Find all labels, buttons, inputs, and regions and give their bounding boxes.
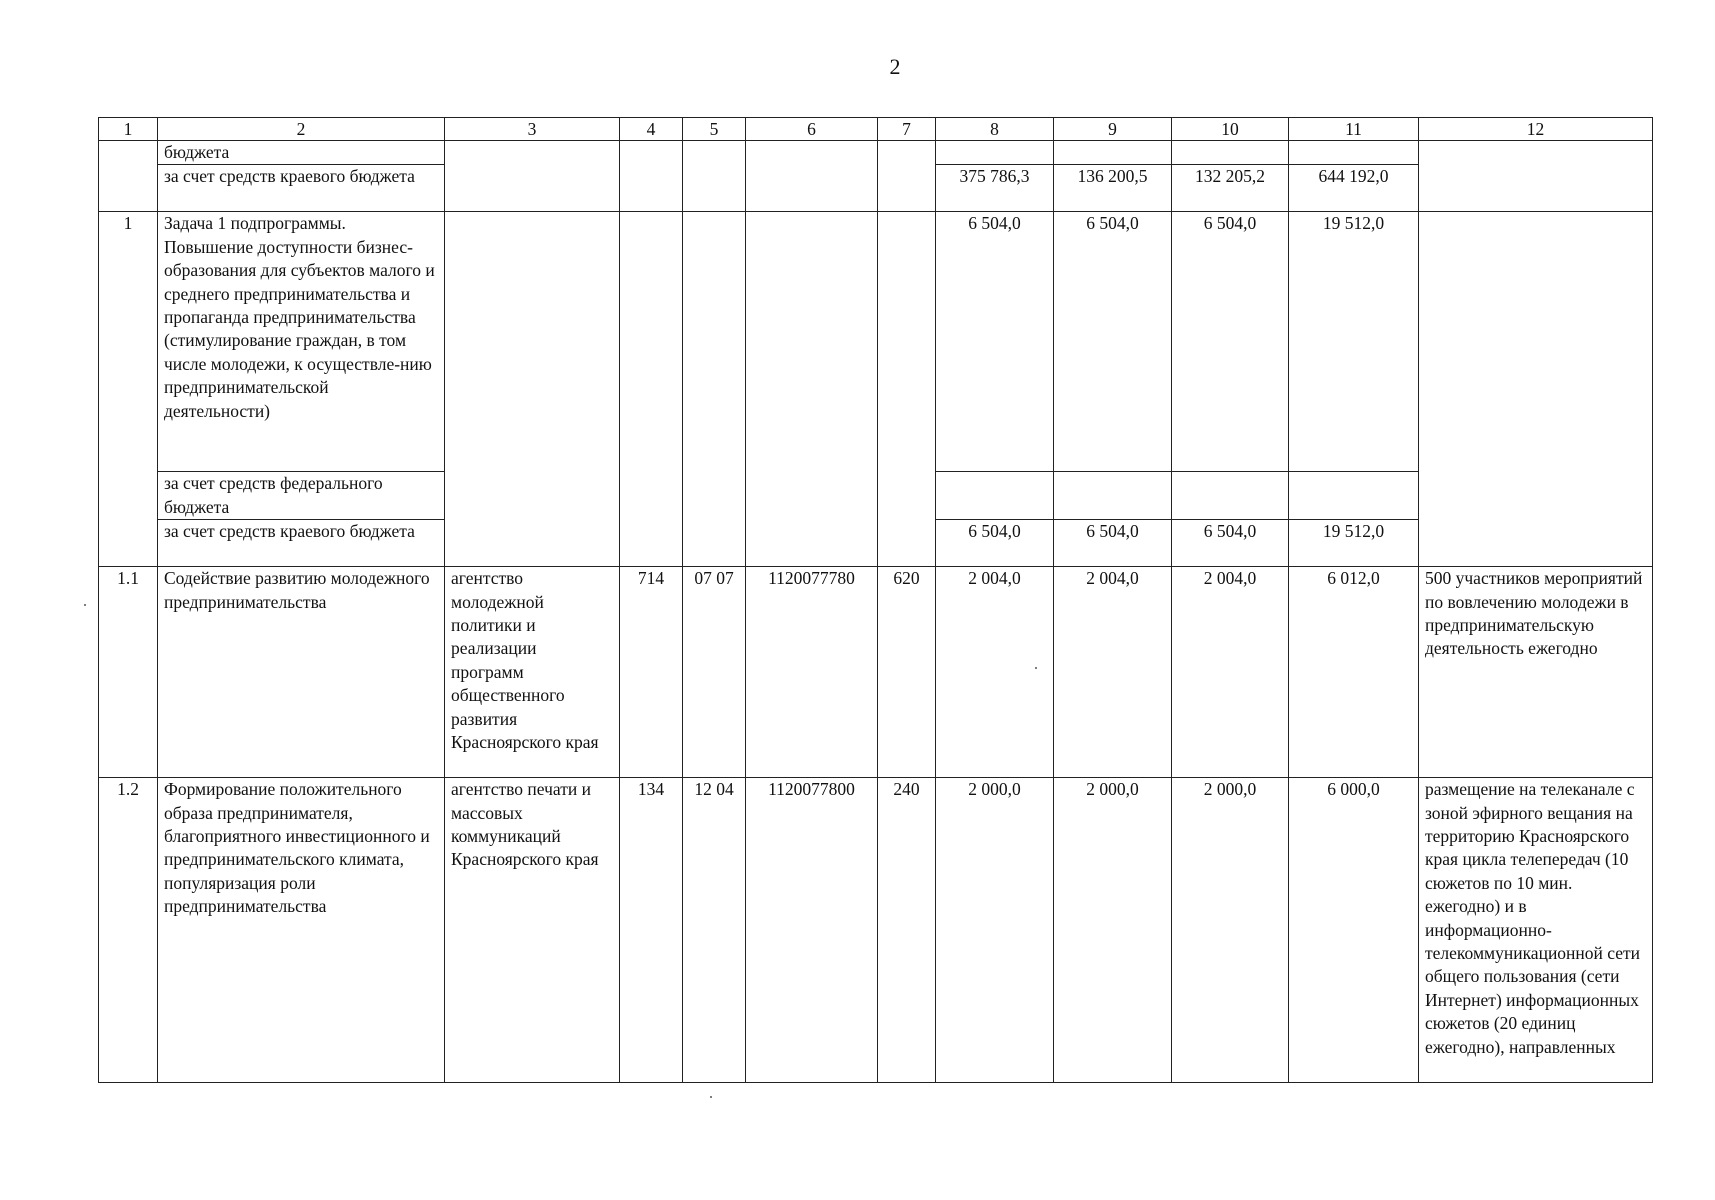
- table-row: [99, 567, 1653, 778]
- col-header: 11: [1289, 118, 1419, 141]
- row-number: 1.1: [99, 567, 158, 778]
- program-table: [98, 117, 1653, 1083]
- value-cell: 19 512,0: [1289, 520, 1419, 567]
- value-cell: 132 205,2: [1172, 165, 1289, 212]
- agency-name: агентство молодежной политики и реализации программ общественного развития Красноярского края: [445, 567, 620, 778]
- col-header: 9: [1054, 118, 1172, 141]
- cell-empty: [746, 141, 878, 212]
- value-cell: 2 000,0: [1172, 778, 1289, 1083]
- value-cell: 136 200,5: [1054, 165, 1172, 212]
- col-header: 2: [158, 118, 445, 141]
- value-cell: 6 012,0: [1289, 567, 1419, 778]
- value-cell: 19 512,0: [1289, 212, 1419, 472]
- row-number: 1.2: [99, 778, 158, 1083]
- value-cell: 6 504,0: [936, 520, 1054, 567]
- code-cell: 12 04: [683, 778, 746, 1083]
- activity-name: Формирование положительного образа предпринимателя, благоприятного инвестиционного и предпринимательского климата, популяризация роли предпринимательства: [158, 778, 445, 1083]
- value-cell: 6 504,0: [1172, 520, 1289, 567]
- value-cell: 6 504,0: [1054, 212, 1172, 472]
- value-cell: 6 504,0: [936, 212, 1054, 472]
- cell-empty: [683, 141, 746, 212]
- value-cell: 2 004,0: [1172, 567, 1289, 778]
- cell-empty: [99, 141, 158, 212]
- cell-empty: [620, 141, 683, 212]
- agency-name: агентство печати и массовых коммуникаций Красноярского края: [445, 778, 620, 1083]
- federal-budget-label: за счет средств федерального бюджета: [158, 472, 445, 520]
- table-row: [99, 778, 1653, 1083]
- cont-label-tail: бюджета: [158, 141, 445, 165]
- value-cell: 6 504,0: [1172, 212, 1289, 472]
- cell-empty: [620, 212, 683, 567]
- scan-speck: [84, 604, 86, 606]
- value-cell: 2 000,0: [1054, 778, 1172, 1083]
- scan-speck: [1035, 667, 1037, 669]
- col-header: 5: [683, 118, 746, 141]
- page-number: 2: [889, 54, 901, 79]
- code-cell: 714: [620, 567, 683, 778]
- value-cell: 6 504,0: [1054, 520, 1172, 567]
- col-header: 6: [746, 118, 878, 141]
- col-header: 3: [445, 118, 620, 141]
- value-cell: 644 192,0: [1289, 165, 1419, 212]
- activity-name: Содействие развитию молодежного предпринимательства: [158, 567, 445, 778]
- task-row: [99, 212, 1653, 472]
- cell-empty: [1419, 212, 1653, 567]
- expected-result: 500 участников мероприятий по вовлечению молодежи в предпринимательскую деятельность ежегодно: [1419, 567, 1653, 778]
- regional-budget-label: за счет средств краевого бюджета: [158, 165, 445, 212]
- column-number-row: [99, 118, 1653, 141]
- value-cell: 2 000,0: [936, 778, 1054, 1083]
- col-header: 8: [936, 118, 1054, 141]
- expected-result: размещение на телеканале с зоной эфирного вещания на территорию Красноярского края цикла телепередач (10 сюжетов по 10 мин. ежегодно) и в информационно-телекоммуникационной сети общего пользования (сети Интернет) информационных сюжетов (20 единиц ежегодно), направленных: [1419, 778, 1653, 1083]
- code-cell: 240: [878, 778, 936, 1083]
- col-header: 4: [620, 118, 683, 141]
- task-title: Задача 1 подпрограммы. Повышение доступности бизнес-образования для субъектов малого и среднего предпринимательства и пропаганда предпринимательства (стимулирование граждан, в том числе молодежи, к осуществле-нию предпринимательской деятельности): [158, 212, 445, 472]
- value-cell: 375 786,3: [936, 165, 1054, 212]
- regional-budget-label: за счет средств краевого бюджета: [158, 520, 445, 567]
- table-row: [99, 141, 1653, 165]
- code-cell: 1120077800: [746, 778, 878, 1083]
- row-number: 1: [99, 212, 158, 567]
- code-cell: 1120077780: [746, 567, 878, 778]
- code-cell: 620: [878, 567, 936, 778]
- code-cell: 134: [620, 778, 683, 1083]
- cell-empty: [445, 212, 620, 567]
- scan-speck: [710, 1096, 712, 1098]
- code-cell: 07 07: [683, 567, 746, 778]
- cell-empty: [1419, 141, 1653, 212]
- value-cell: 2 004,0: [1054, 567, 1172, 778]
- cell-empty: [445, 141, 620, 212]
- col-header: 1: [99, 118, 158, 141]
- value-cell: 6 000,0: [1289, 778, 1419, 1083]
- cell-empty: [878, 212, 936, 567]
- col-header: 12: [1419, 118, 1653, 141]
- cell-empty: [878, 141, 936, 212]
- value-cell: 2 004,0: [936, 567, 1054, 778]
- cell-empty: [683, 212, 746, 567]
- col-header: 10: [1172, 118, 1289, 141]
- cell-empty: [746, 212, 878, 567]
- col-header: 7: [878, 118, 936, 141]
